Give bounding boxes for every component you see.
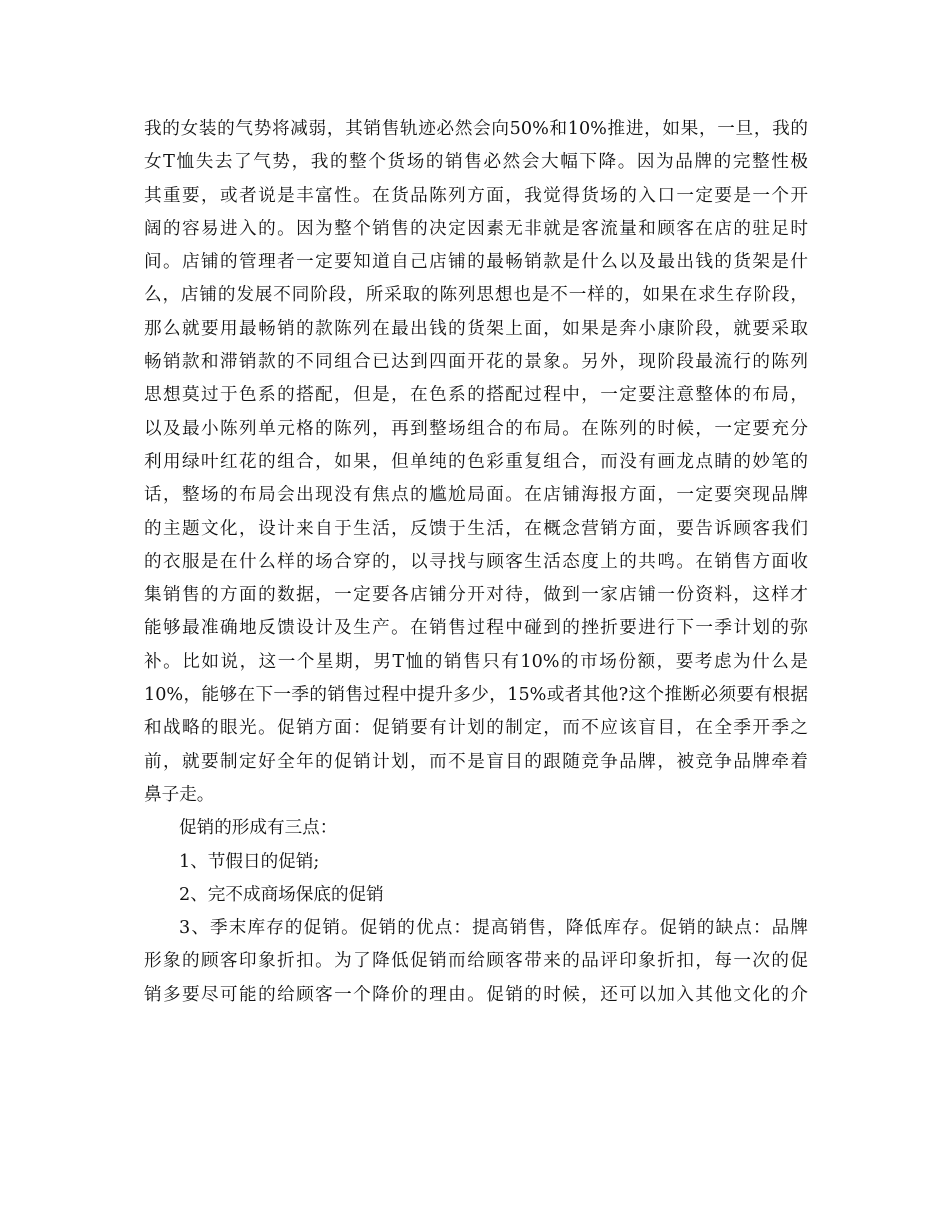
text-line: 销多要尽可能的给顾客一个降价的理由。促销的时候，还可以加入其他文化的介: [144, 984, 808, 1005]
text-line: 利用绿叶红花的组合，如果，但单纯的色彩重复组合，而没有画龙点睛的妙笔的: [144, 451, 808, 472]
text-line: 话，整场的布局会出现没有焦点的尴尬局面。在店铺海报方面，一定要突现品牌: [144, 485, 808, 506]
text-line: 思想莫过于色系的搭配，但是，在色系的搭配过程中，一定要注意整体的布局，: [144, 385, 808, 406]
text-line: 畅销款和滞销款的不同组合已达到四面开花的景象。另外，现阶段最流行的陈列: [144, 352, 808, 373]
text-line: 么，店铺的发展不同阶段，所采取的陈列思想也是不一样的，如果在求生存阶段，: [144, 285, 808, 306]
list-heading: 促销的形成有三点：: [179, 818, 338, 839]
text-line: 阔的容易进入的。因为整个销售的决定因素无非就是客流量和顾客在店的驻足时: [144, 218, 808, 239]
text-line: 的主题文化，设计来自于生活，反馈于生活，在概念营销方面，要告诉顾客我们: [144, 518, 808, 539]
text-line: 鼻子走。: [144, 784, 215, 805]
text-line: 间。店铺的管理者一定要知道自己店铺的最畅销款是什么以及最出钱的货架是什: [144, 252, 808, 273]
text-line: 前，就要制定好全年的促销计划，而不是盲目的跟随竞争品牌，被竞争品牌牵着: [144, 751, 808, 772]
text-line: 以及最小陈列单元格的陈列，再到整场组合的布局。在陈列的时候，一定要充分: [144, 418, 808, 439]
text-line: 补。比如说，这一个星期，男T恤的销售只有10%的市场份额，要考虑为什么是: [144, 651, 808, 672]
text-line: 10%，能够在下一季的销售过程中提升多少，15%或者其他?这个推断必须要有根据: [144, 685, 808, 706]
list-item: 2、完不成商场保底的促销: [179, 884, 384, 905]
document-body: [144, 113, 808, 1012]
text-line: 集销售的方面的数据，一定要各店铺分开对待，做到一家店铺一份资料，这样才: [144, 585, 808, 606]
text-line: 我的女装的气势将减弱，其销售轨迹必然会向50%和10%推进，如果，一旦，我的: [144, 119, 808, 139]
text-line: 的衣服是在什么样的场合穿的，以寻找与顾客生活态度上的共鸣。在销售方面收: [144, 551, 808, 572]
text-line: 和战略的眼光。促销方面：促销要有计划的制定，而不应该盲目，在全季开季之: [144, 718, 808, 739]
text-line: 女T恤失去了气势，我的整个货场的销售必然会大幅下降。因为品牌的完整性极: [144, 152, 808, 173]
list-item: 3、季末库存的促销。促销的优点：提高销售，降低库存。促销的缺点：品牌: [179, 918, 808, 939]
text-line: 其重要，或者说是丰富性。在货品陈列方面，我觉得货场的入口一定要是一个开: [144, 185, 808, 206]
text-line: 形象的顾客印象折扣。为了降低促销而给顾客带来的品评印象折扣，每一次的促: [144, 951, 808, 972]
text-line: 那么就要用最畅销的款陈列在最出钱的货架上面，如果是奔小康阶段，就要采取: [144, 318, 808, 339]
list-item: 1、节假日的促销;: [179, 851, 320, 872]
text-line: 能够最准确地反馈设计及生产。在销售过程中碰到的挫折要进行下一季计划的弥: [144, 618, 808, 639]
